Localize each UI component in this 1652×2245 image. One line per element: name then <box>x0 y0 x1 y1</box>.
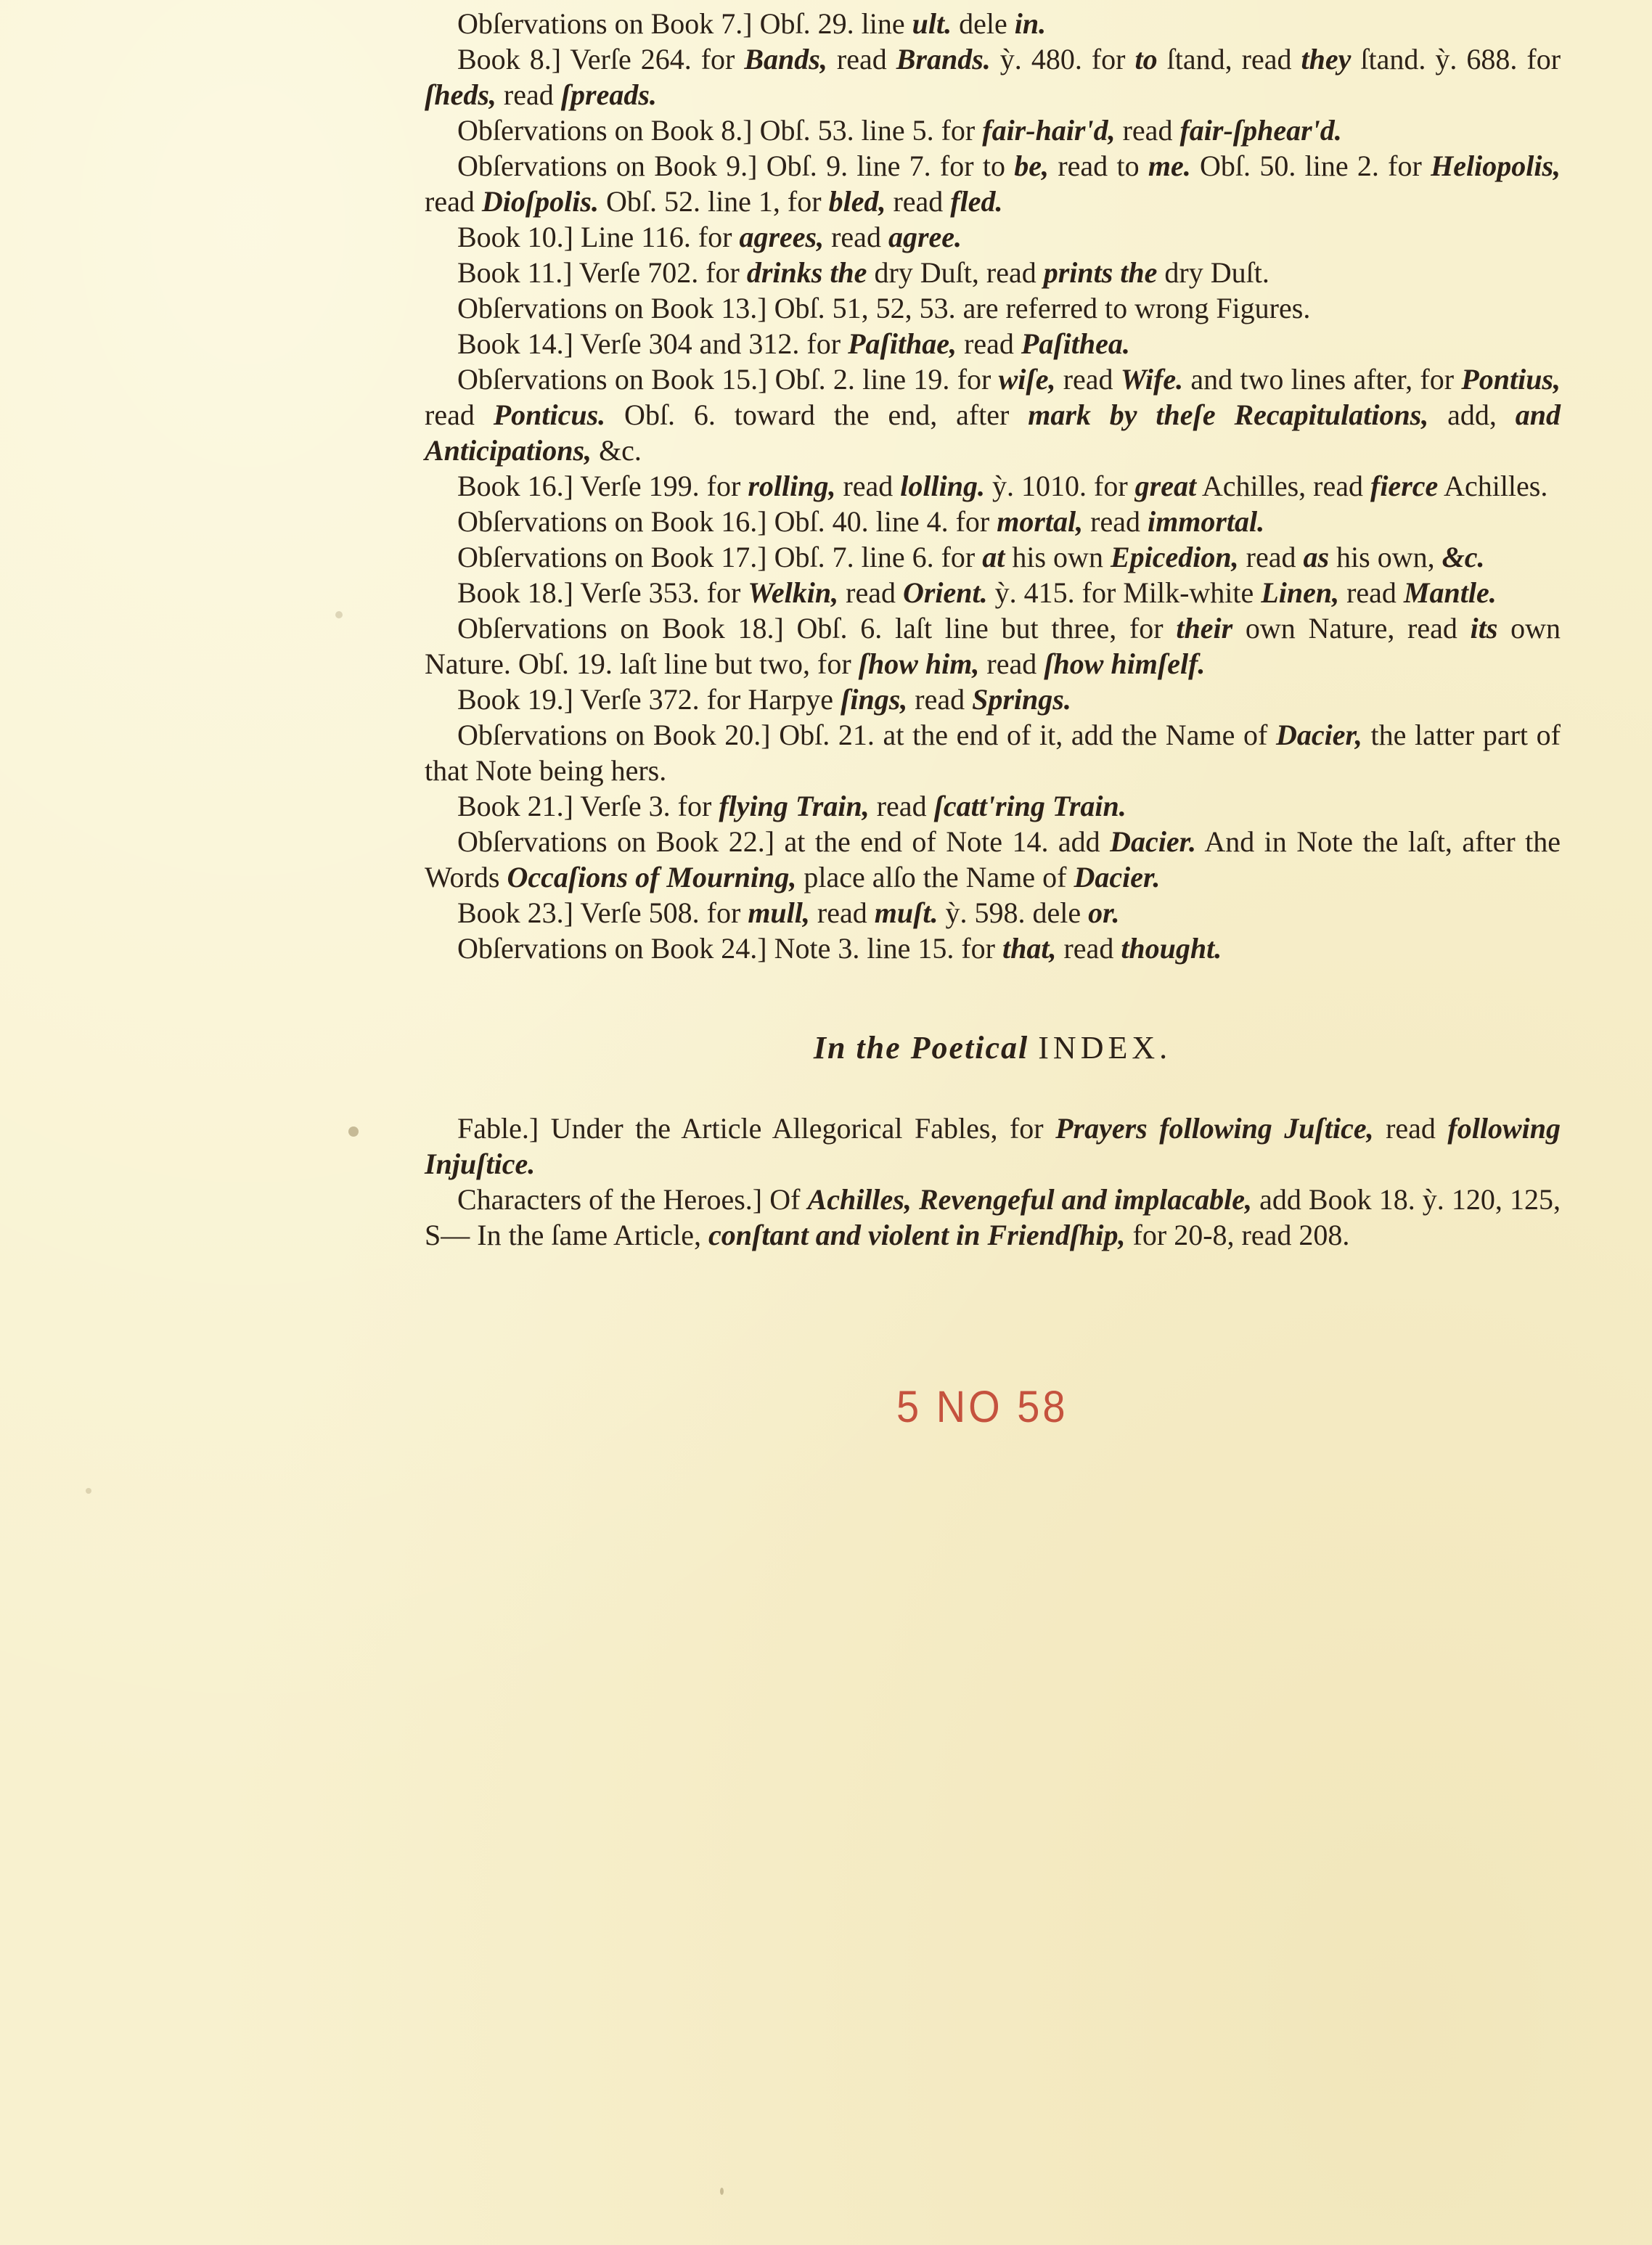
italic-reading: fierce <box>1370 470 1439 502</box>
italic-reading: Mantle. <box>1403 576 1497 609</box>
italic-reading: mark by theſe Recapitulations, <box>1028 398 1429 431</box>
italic-reading: Bands, <box>744 43 827 75</box>
italic-reading: that, <box>1002 932 1057 965</box>
errata-entry <box>425 575 1561 610</box>
entry-text: the latter part of that Note being hers. <box>425 719 1561 787</box>
italic-reading: agrees, <box>739 221 825 253</box>
italic-reading: conſtant and violent in Friendſhip, <box>708 1219 1126 1251</box>
entry-text: add Book 18. ỳ. 120, 125, S— In the ſame Article, <box>425 1183 1561 1251</box>
entry-text: Book 11.] Verſe 702. for <box>457 256 747 289</box>
errata-entry <box>425 610 1561 682</box>
entry-text: Obſervations on Book 22.] at the end of Note 14. add <box>457 825 1111 858</box>
entry-text: Book 14.] Verſe 304 and 312. for <box>457 327 849 360</box>
entry-text: dele <box>952 7 1015 40</box>
italic-reading: mull, <box>748 896 810 929</box>
errata-entry <box>425 113 1561 148</box>
entry-text: read <box>1339 576 1404 609</box>
italic-reading: Brands. <box>896 43 991 75</box>
italic-reading: lolling. <box>900 470 985 502</box>
italic-reading: Wife. <box>1120 363 1184 396</box>
entry-text: Obſervations on Book 15.] Obſ. 2. line 19. for <box>457 363 999 396</box>
entry-text: read <box>496 78 561 111</box>
errata-entry <box>425 788 1561 824</box>
entry-text: own Nature, read <box>1232 612 1471 645</box>
errata-entry <box>425 290 1561 326</box>
entry-text: ſtand, read <box>1157 43 1301 75</box>
errata-entry <box>425 539 1561 575</box>
italic-reading: Welkin, <box>748 576 839 609</box>
italic-reading: mortal, <box>997 505 1084 538</box>
italic-reading: great <box>1134 470 1197 502</box>
entry-text: Obſervations on Book 17.] Obſ. 7. line 6. for <box>457 541 983 573</box>
entry-text: read <box>1115 114 1180 147</box>
entry-text: read <box>886 185 951 218</box>
entry-text: Obſervations on Book 7.] Obſ. 29. line <box>457 7 912 40</box>
entry-text: Achilles, read <box>1196 470 1370 502</box>
entry-text: read <box>1056 932 1121 965</box>
italic-reading: or. <box>1088 896 1120 929</box>
entry-text: his own <box>1005 541 1111 573</box>
entry-text: Obſervations on Book 20.] Obſ. 21. at the end of it, add the Name of <box>457 719 1276 751</box>
entry-text: read to <box>1049 150 1148 182</box>
errata-list <box>425 6 1561 966</box>
italic-reading: in. <box>1014 7 1047 40</box>
italic-reading: fair-hair'd, <box>982 114 1116 147</box>
entry-text: Obſervations on Book 9.] Obſ. 9. line 7. for to <box>457 150 1015 182</box>
italic-reading: fled. <box>950 185 1003 218</box>
errata-entry <box>425 219 1561 255</box>
italic-reading: rolling, <box>748 470 836 502</box>
italic-reading: as <box>1303 541 1330 573</box>
italic-reading: Epicedion, <box>1110 541 1239 573</box>
index-heading-plain: INDEX. <box>1038 1030 1172 1066</box>
errata-entry <box>425 682 1561 717</box>
italic-reading: Springs. <box>972 683 1071 716</box>
errata-entry <box>425 6 1561 41</box>
italic-reading: Dacier, <box>1275 719 1362 751</box>
entry-text: read <box>1055 363 1121 396</box>
italic-reading: Dacier. <box>1110 825 1197 858</box>
italic-reading: &c. <box>1442 541 1485 573</box>
entry-text: Book 21.] Verſe 3. for <box>457 790 719 822</box>
italic-reading: thought. <box>1121 932 1222 965</box>
entry-text: Book 8.] Verſe 264. for <box>457 43 745 75</box>
entry-text: read <box>957 327 1021 360</box>
entry-text: Obſervations on Book 18.] Obſ. 6. laſt line but three, for <box>457 612 1177 645</box>
entry-text: read <box>827 43 896 75</box>
italic-reading: wiſe, <box>998 363 1056 396</box>
italic-reading: ſhow him, <box>858 647 980 680</box>
italic-reading: Linen, <box>1261 576 1340 609</box>
entry-text: Obſervations on Book 16.] Obſ. 40. line 4. for <box>457 505 997 538</box>
italic-reading: agree. <box>888 221 962 253</box>
entry-text: &c. <box>592 434 642 467</box>
italic-reading: Paſithea. <box>1021 327 1130 360</box>
italic-reading: and Anticipations, <box>425 398 1561 467</box>
italic-reading: Heliopolis, <box>1431 150 1561 182</box>
entry-text: ỳ. 598. dele <box>938 896 1089 929</box>
entry-text: read <box>1083 505 1148 538</box>
errata-entry <box>425 326 1561 361</box>
italic-reading: flying Train, <box>719 790 870 822</box>
entry-text: Book 16.] Verſe 199. for <box>457 470 748 502</box>
italic-reading: Pontius, <box>1461 363 1561 396</box>
italic-reading: ult. <box>912 7 952 40</box>
errata-text-block <box>425 6 1561 1253</box>
italic-reading: Prayers following Juſtice, <box>1055 1112 1374 1145</box>
italic-reading: their <box>1176 612 1233 645</box>
italic-reading: Orient. <box>902 576 988 609</box>
index-errata-entry <box>425 1111 1561 1182</box>
errata-entry <box>425 255 1561 290</box>
italic-reading: ſpreads. <box>560 78 657 111</box>
entry-text: Book 10.] Line 116. for <box>457 221 740 253</box>
entry-text: Obſervations on Book 13.] Obſ. 51, 52, 53. are referred to wrong Figures. <box>457 292 1311 324</box>
index-errata-list <box>425 1111 1561 1253</box>
index-errata-entry <box>425 1182 1561 1253</box>
italic-reading: they <box>1301 43 1352 75</box>
entry-text: Book 19.] Verſe 372. for Harpye <box>457 683 841 716</box>
errata-entry <box>425 41 1561 113</box>
entry-text: and two lines after, for <box>1183 363 1462 396</box>
italic-reading: me. <box>1148 150 1191 182</box>
italic-reading: Paſithae, <box>848 327 957 360</box>
entry-text: own Nature. Obſ. 19. laſt line but two, for <box>425 612 1561 680</box>
italic-reading: bled, <box>828 185 886 218</box>
entry-text: read <box>809 896 875 929</box>
errata-entry <box>425 931 1561 966</box>
italic-reading: muſt. <box>874 896 939 929</box>
paper-speck <box>348 1126 359 1137</box>
italic-reading: Achilles, Revengeful and implacable, <box>807 1183 1252 1216</box>
entry-text: ỳ. 480. for <box>990 43 1135 75</box>
entry-text: dry Duſt, read <box>867 256 1044 289</box>
entry-text: read <box>425 398 494 431</box>
entry-text: Obſervations on Book 24.] Note 3. line 15. for <box>457 932 1002 965</box>
entry-text: read <box>824 221 888 253</box>
italic-reading: fair-ſphear'd. <box>1179 114 1342 147</box>
paper-speck <box>335 611 343 618</box>
italic-reading: Occaſions of Mourning, <box>507 861 797 893</box>
entry-text: Obſ. 6. toward the end, after <box>605 398 1029 431</box>
errata-entry <box>425 717 1561 788</box>
entry-text: read <box>838 576 903 609</box>
italic-reading: drinks the <box>746 256 867 289</box>
italic-reading: prints the <box>1043 256 1158 289</box>
italic-reading: ſhow himſelf. <box>1044 647 1206 680</box>
italic-reading: ſheds, <box>425 78 496 111</box>
paper-speck <box>720 2188 724 2195</box>
italic-reading: ſcatt'ring Train. <box>933 790 1126 822</box>
italic-reading: immortal. <box>1147 505 1265 538</box>
entry-text: Fable.] Under the Article Allegorical Fables, for <box>457 1112 1056 1145</box>
entry-text: Characters of the Heroes.] Of <box>457 1183 808 1216</box>
entry-text: And in Note the laſt, after the Words <box>425 825 1561 893</box>
index-heading-italic: In the Poetical <box>813 1030 1029 1066</box>
entry-text: add, <box>1428 398 1516 431</box>
library-date-stamp: 5 NO 58 <box>896 1381 1068 1432</box>
entry-text: ſtand. ỳ. 688. for <box>1351 43 1561 75</box>
italic-reading: at <box>982 541 1005 573</box>
errata-entry <box>425 361 1561 468</box>
italic-reading: be, <box>1014 150 1050 182</box>
entry-text: place alſo the Name of <box>796 861 1074 893</box>
errata-entry <box>425 895 1561 931</box>
italic-reading: following Injuſtice. <box>425 1112 1561 1180</box>
italic-reading: its <box>1470 612 1498 645</box>
entry-text: Obſ. 52. line 1, for <box>598 185 829 218</box>
entry-text: Obſ. 50. line 2. for <box>1190 150 1431 182</box>
entry-text: Obſervations on Book 8.] Obſ. 53. line 5. for <box>457 114 983 147</box>
entry-text: for 20-8, read 208. <box>1125 1219 1350 1251</box>
entry-text: dry Duſt. <box>1157 256 1269 289</box>
errata-entry <box>425 148 1561 219</box>
entry-text: ỳ. 415. for Milk-white <box>987 576 1262 609</box>
entry-text: Book 18.] Verſe 353. for <box>457 576 748 609</box>
paper-speck <box>86 1488 91 1494</box>
italic-reading: Dioſpolis. <box>481 185 599 218</box>
entry-text: read <box>425 185 482 218</box>
errata-entry <box>425 468 1561 504</box>
entry-text: read <box>1373 1112 1448 1145</box>
entry-text: Book 23.] Verſe 508. for <box>457 896 748 929</box>
entry-text: read <box>835 470 901 502</box>
italic-reading: Dacier. <box>1074 861 1161 893</box>
index-heading <box>425 1030 1561 1066</box>
entry-text: his own, <box>1329 541 1442 573</box>
entry-text: read <box>907 683 973 716</box>
italic-reading: ſings, <box>841 683 908 716</box>
errata-entry <box>425 824 1561 895</box>
errata-entry <box>425 504 1561 539</box>
italic-reading: Ponticus. <box>493 398 606 431</box>
entry-text: Achilles. <box>1438 470 1548 502</box>
entry-text: read <box>979 647 1044 680</box>
entry-text: read <box>869 790 934 822</box>
entry-text: read <box>1238 541 1304 573</box>
entry-text: ỳ. 1010. for <box>985 470 1135 502</box>
italic-reading: to <box>1134 43 1158 75</box>
